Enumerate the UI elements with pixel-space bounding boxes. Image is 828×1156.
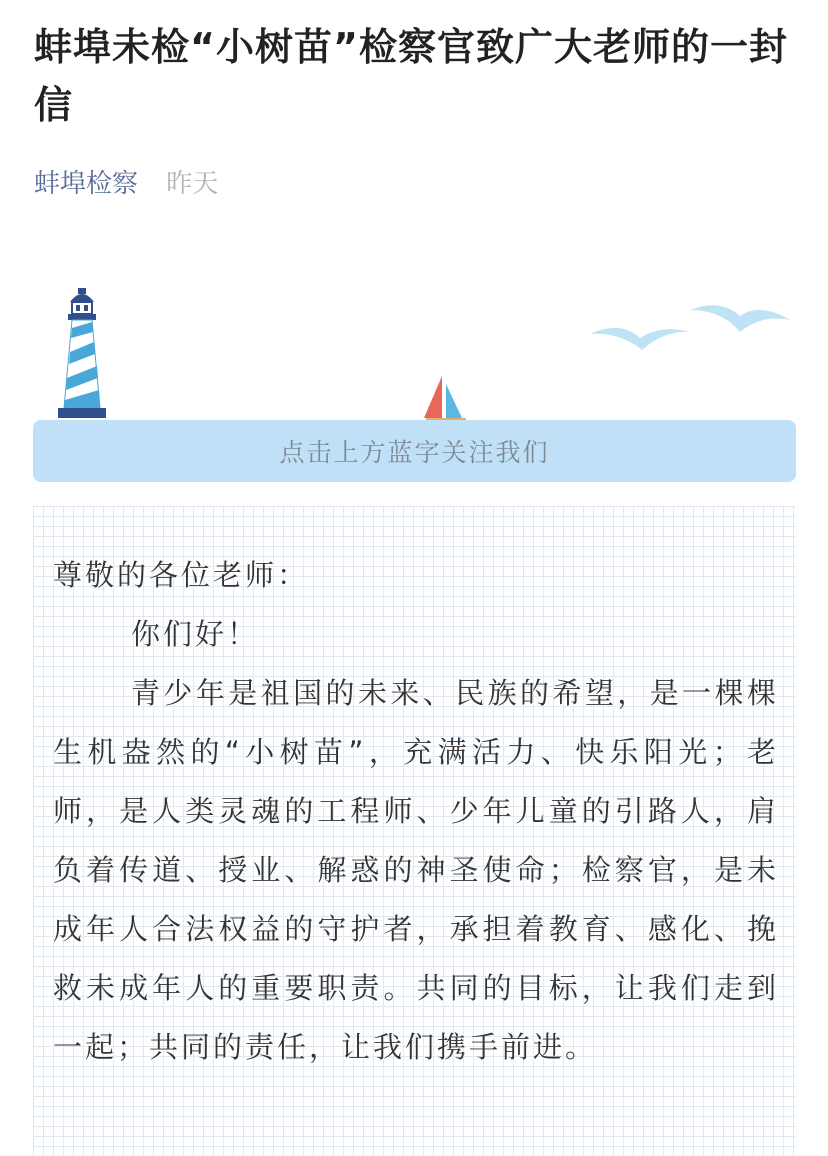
letter-body-paragraph: 青少年是祖国的未来、民族的希望，是一棵棵生机盎然的“小树苗”，充满活力、快乐阳光；老师，是人类灵魂的工程师、少年儿童的引路人，肩负着传道、授业、解惑的神圣使命；检察官，是未成年人合法权益的守护者，承担着教育、感化、挽救未成年人的重要职责。共同的目标，让我们走到一起；共同的责任，让我们携手前进。 [53, 676, 779, 1064]
letter-greeting: 你们好！ [131, 617, 260, 651]
article-title: 蚌埠未检“小树苗”检察官致广大老师的一封信 [34, 25, 788, 127]
letter-content [53, 546, 779, 1077]
letter-salutation: 尊敬的各位老师： [53, 558, 310, 592]
account-name-link[interactable]: 蚌埠检察 [34, 169, 139, 199]
lighthouse-icon [58, 288, 106, 418]
banner-illustration [0, 280, 828, 430]
publish-time: 昨天 [166, 169, 219, 199]
seagull-icon [590, 305, 790, 350]
sailboat-icon [424, 376, 466, 423]
letter-paper [33, 506, 796, 1156]
article-meta [34, 166, 218, 202]
follow-us-banner[interactable]: 点击上方蓝字关注我们 [33, 420, 796, 482]
